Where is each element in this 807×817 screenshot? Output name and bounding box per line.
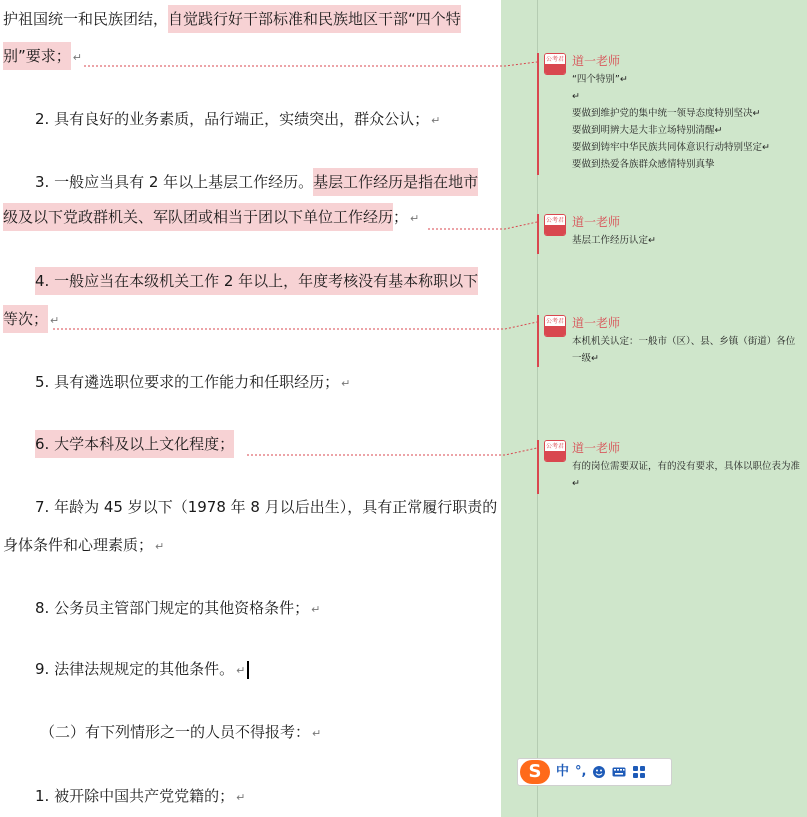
comment-text-line: ↵ (572, 91, 580, 102)
paragraph-mark-icon: ↵ (236, 791, 246, 804)
paragraph-mark-icon: ↵ (155, 540, 165, 553)
body-text: 1. 被开除中国共产党党籍的； (35, 787, 235, 805)
document-line (3, 207, 419, 229)
paragraph-mark-icon: ↵ (341, 377, 351, 390)
text-cursor (247, 661, 249, 679)
paragraph-mark-icon: ↵ (50, 314, 60, 327)
ime-punctuation-toggle[interactable]: °, (575, 764, 587, 779)
sogou-logo-icon[interactable]: S (520, 760, 550, 784)
comment-body[interactable] (572, 71, 804, 173)
paragraph-mark-icon: ↵ (311, 603, 321, 616)
paragraph-mark-icon: ↵ (312, 727, 322, 740)
comment-text-line: 有的岗位需要双证，有的没有要求，具体以职位表为准↵ (572, 461, 801, 489)
highlighted-text: 6. 大学本科及以上文化程度； (35, 430, 234, 458)
avatar-label: 公考君 (545, 217, 564, 224)
highlighted-text: 基层工作经历是指在地市 (313, 168, 478, 196)
paragraph-mark-icon: ↵ (410, 212, 420, 225)
avatar (544, 214, 566, 236)
comment-body[interactable] (572, 333, 804, 367)
document-line (3, 9, 461, 29)
paragraph-mark-icon: ↵ (431, 114, 441, 127)
comment-accent-bar (537, 53, 539, 175)
body-text: 3. 一般应当具有 2 年以上基层工作经历。 (35, 173, 314, 191)
document-line (35, 786, 245, 808)
document-line (3, 46, 82, 68)
body-text: ； (393, 208, 409, 226)
avatar (544, 53, 566, 75)
document-line (35, 434, 234, 454)
comment-text-line: 本机机关认定：一般市（区）、县、乡镇（街道）各位一级↵ (572, 336, 796, 364)
avatar-band (545, 64, 565, 74)
body-text: （二）有下列情形之一的人员不得报考： (40, 723, 311, 741)
avatar (544, 440, 566, 462)
avatar (544, 315, 566, 337)
paragraph-mark-icon: ↵ (72, 51, 82, 64)
document-line (35, 271, 478, 291)
avatar-label: 公考君 (545, 443, 564, 450)
comment-author: 道一老师 (572, 316, 621, 330)
comment-text-line: 要做到维护党的集中统一领导态度特别坚决↵ (572, 108, 761, 119)
avatar-band (545, 326, 565, 336)
comment-accent-bar (537, 440, 539, 494)
apps-grid-icon[interactable] (632, 765, 646, 779)
avatar-band (545, 225, 565, 235)
document-line (3, 309, 59, 331)
paragraph-mark-icon: ↵ (236, 664, 246, 677)
body-text: 2. 具有良好的业务素质，品行端正，实绩突出，群众公认； (35, 110, 430, 128)
body-text: 8. 公务员主管部门规定的其他资格条件； (35, 599, 310, 617)
document-line (35, 598, 320, 620)
document-line (35, 109, 440, 131)
highlighted-text: 别”要求； (3, 42, 71, 70)
document-line (35, 659, 249, 681)
body-text: 7. 年龄为 45 岁以下（1978 年 8 月以后出生），具有正常履行职责的 (35, 498, 498, 516)
comment-body[interactable] (572, 458, 804, 492)
body-text: 5. 具有遴选职位要求的工作能力和任职经历； (35, 373, 340, 391)
document-line (40, 722, 321, 744)
comment-text-line: 要做到明辨大是大非立场特别清醒↵ (572, 125, 723, 136)
document-line (35, 172, 478, 192)
document-line (35, 497, 497, 517)
comment-accent-bar (537, 214, 539, 254)
comment-text-line: 要做到热爱各族群众感情特别真挚 (572, 159, 715, 170)
comment-author: 道一老师 (572, 441, 621, 455)
highlighted-text: 自觉践行好干部标准和民族地区干部“四个特 (168, 5, 461, 33)
comment-text-line: 基层工作经历认定↵ (572, 235, 656, 246)
document-line (3, 535, 164, 557)
comment-author: 道一老师 (572, 54, 621, 68)
comment-accent-bar (537, 315, 539, 367)
comment-margin (501, 0, 537, 817)
avatar-label: 公考君 (545, 318, 564, 325)
document-line (35, 372, 350, 394)
body-text: 9. 法律法规规定的其他条件。 (35, 660, 235, 678)
ime-toolbar[interactable] (517, 758, 672, 786)
keyboard-icon[interactable] (612, 765, 626, 779)
body-text: 护祖国统一和民族团结， (3, 10, 169, 28)
body-text: 身体条件和心理素质； (3, 536, 154, 554)
comment-text-line: 要做到铸牢中华民族共同体意识行动特别坚定↵ (572, 142, 770, 153)
ime-language-toggle[interactable]: 中 (556, 764, 570, 779)
highlighted-text: 4. 一般应当在本级机关工作 2 年以上，年度考核没有基本称职以下 (35, 267, 478, 295)
highlighted-text: 等次； (3, 305, 48, 333)
smiley-icon[interactable] (592, 765, 606, 779)
highlighted-text: 级及以下党政群机关、军队团或相当于团以下单位工作经历 (3, 203, 393, 231)
comment-text-line: “四个特别”↵ (572, 74, 628, 85)
avatar-band (545, 451, 565, 461)
avatar-label: 公考君 (545, 56, 564, 63)
comment-author: 道一老师 (572, 215, 621, 229)
comment-body[interactable] (572, 232, 804, 249)
